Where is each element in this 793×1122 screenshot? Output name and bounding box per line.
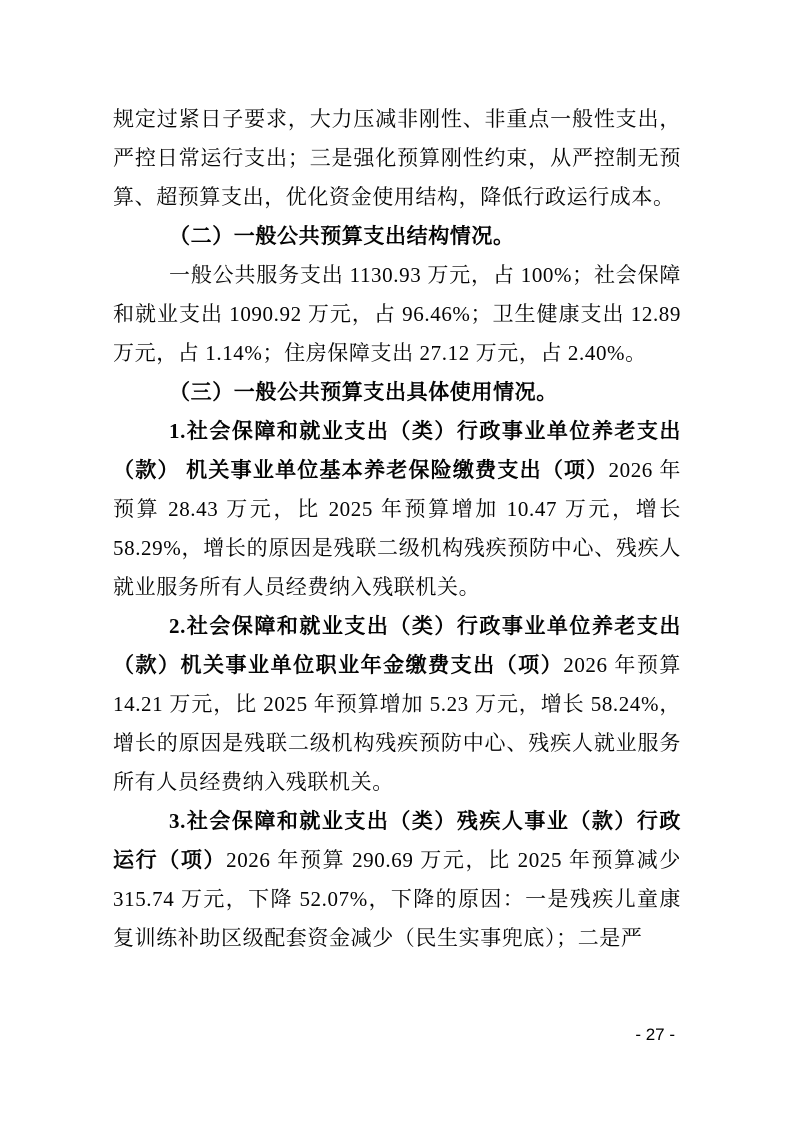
section2-body: 一般公共服务支出 1130.93 万元，占 100%；社会保障和就业支出 1090.92 万元，占 96.46%；卫生健康支出 12.89 万元，占 1.14%；住房保障支出 27.12 万元，占 2.40%。	[113, 263, 681, 365]
paragraph-continuation: 规定过紧日子要求，大力压减非刚性、非重点一般性支出，严控日常运行支出；三是强化预算刚性约束，从严控制无预算、超预算支出，优化资金使用结构，降低行政运行成本。	[113, 107, 681, 209]
section3-heading: （三）一般公共预算支出具体使用情况。	[169, 380, 558, 404]
budget-item-3	[113, 802, 681, 958]
budget-item-2-detail: 2026 年预算 14.21 万元，比 2025 年预算增加 5.23 万元，增长 58.24%，增长的原因是残联二级机构残疾预防中心、残疾人就业服务所有人员经费纳入残联机关。	[113, 653, 681, 794]
budget-item-2	[113, 607, 681, 802]
page-content	[113, 100, 681, 958]
section2-heading: （二）一般公共预算支出结构情况。	[169, 224, 515, 248]
budget-item-1-title: 1.社会保障和就业支出（类）行政事业单位养老支出（款） 机关事业单位基本养老保险缴费支出（项）	[113, 419, 681, 482]
budget-item-1	[113, 412, 681, 607]
budget-item-3-title: 3.社会保障和就业支出（类）残疾人事业（款）行政运行（项）	[113, 809, 681, 872]
page-number: - 27 -	[635, 1025, 675, 1044]
budget-item-1-detail: 2026 年预算 28.43 万元，比 2025 年预算增加 10.47 万元，增长 58.29%，增长的原因是残联二级机构残疾预防中心、残疾人就业服务所有人员经费纳入残联机关。	[113, 458, 681, 599]
budget-item-2-title: 2.社会保障和就业支出（类）行政事业单位养老支出（款）机关事业单位职业年金缴费支出（项）	[113, 614, 681, 677]
budget-item-3-detail: 2026 年预算 290.69 万元，比 2025 年预算减少 315.74 万元，下降 52.07%，下降的原因：一是残疾儿童康复训练补助区级配套资金减少（民生实事兜底）；二是严	[113, 848, 681, 950]
